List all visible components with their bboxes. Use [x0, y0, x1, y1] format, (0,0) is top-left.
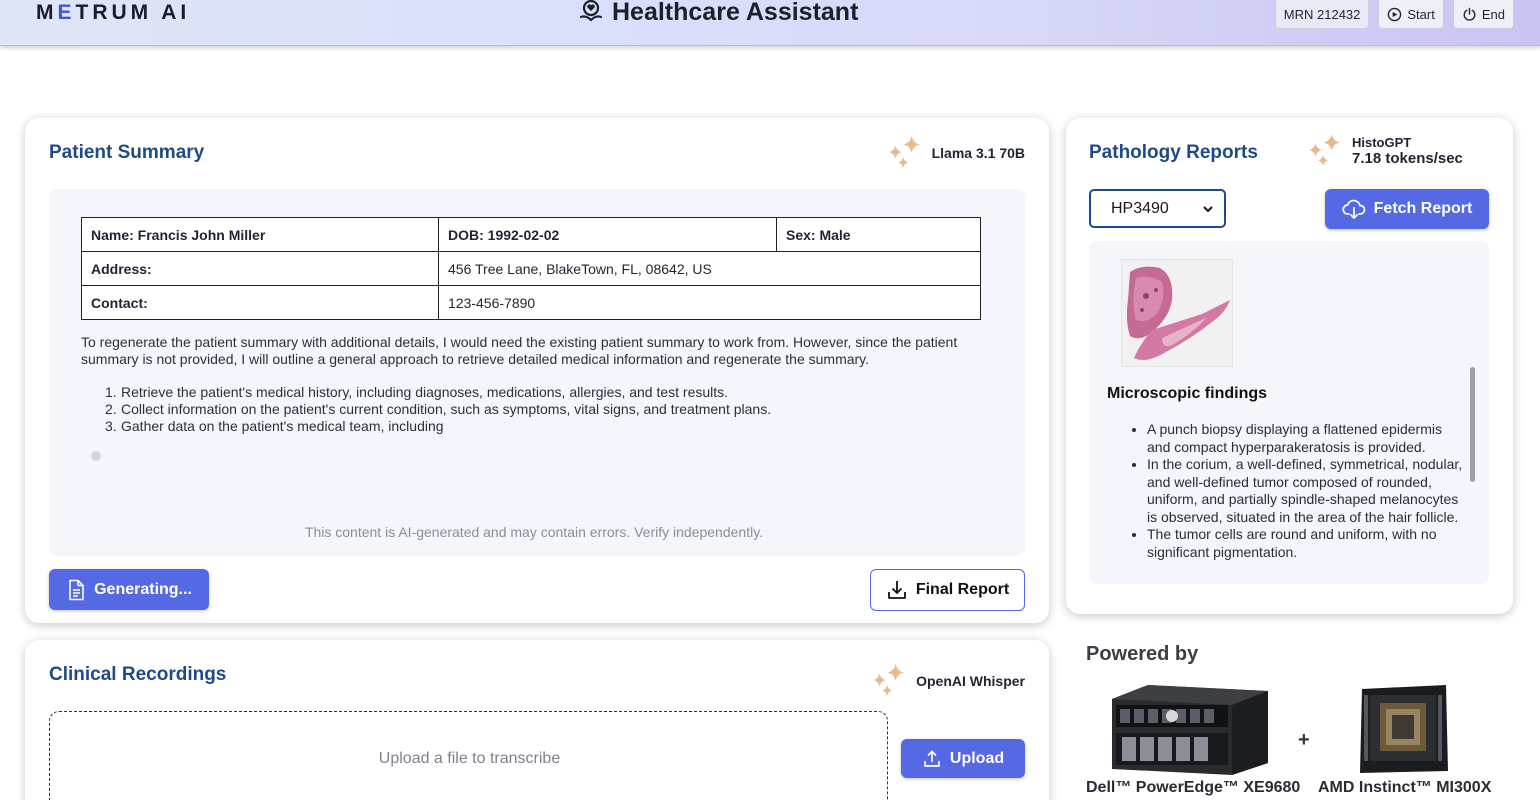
upload-label: Upload — [949, 749, 1005, 767]
power-icon — [1462, 7, 1477, 22]
fetch-report-button[interactable] — [1325, 189, 1489, 229]
upload-icon — [922, 749, 942, 769]
patient-sex-cell: Sex: Male — [777, 218, 981, 252]
pathology-model-name: HistoGPT — [1352, 135, 1412, 150]
final-report-button[interactable] — [870, 569, 1025, 611]
address-value-cell: 456 Tree Lane, BlakeTown, FL, 08642, US — [439, 252, 981, 286]
upload-button[interactable] — [901, 739, 1025, 778]
document-icon — [66, 579, 86, 601]
upload-placeholder: Upload a file to transcribe — [378, 750, 561, 767]
final-report-label: Final Report — [915, 581, 1010, 598]
end-label: End — [1481, 6, 1505, 22]
list-item: • A punch biopsy displaying a flattened epidermis and compact hyperparakeratosis is provided. — [1147, 421, 1469, 456]
list-item: • The tumor cells are round and uniform, with no significant pigmentation. — [1147, 526, 1469, 561]
mrn-badge: MRN 212432 — [1275, 0, 1370, 29]
play-circle-icon — [1387, 7, 1402, 22]
sparkle-icon — [886, 134, 924, 172]
start-button[interactable] — [1378, 0, 1443, 29]
plus-sign: + — [1298, 729, 1310, 751]
cloud-download-icon — [1342, 198, 1366, 220]
list-item: 1. Retrieve the patient's medical history, including diagnoses, medications, allergies, and test results. — [105, 384, 729, 400]
summary-paragraph: To regenerate the patient summary with additional details, I would need the existing patient summary to work from. However, since the patient summary is not provided, I will outline a general approach to retrieve detailed medical information and regenerate the summary. — [81, 334, 958, 367]
list-item: • In the corium, a well-defined, symmetrical, nodular, and well-defined tumor composed of rounded, uniform, and partially spindle-shaped melanocytes is observed, situated in the area of the hair follicle. — [1147, 456, 1469, 526]
sparkle-icon — [870, 662, 908, 700]
upload-dropzone[interactable] — [49, 711, 888, 800]
pathology-model-tag — [1306, 132, 1463, 170]
pathology-card — [1066, 118, 1513, 614]
typing-indicator — [91, 451, 101, 461]
generating-button[interactable] — [49, 569, 209, 610]
ai-disclaimer: This content is AI-generated and may contain errors. Verify independently. — [304, 524, 764, 540]
address-label-cell: Address: — [82, 252, 439, 286]
patient-model-tag — [886, 134, 1025, 172]
list-item: 2. Collect information on the patient's current condition, such as symptoms, vital signs, and treatment plans. — [105, 401, 772, 417]
patient-model-name: Llama 3.1 70B — [931, 145, 1025, 161]
app-title-text: Healthcare Assistant — [612, 0, 859, 26]
tokens-rate: 7.18 tokens/sec — [1352, 150, 1463, 167]
contact-label-cell: Contact: — [82, 286, 439, 320]
metrum-ai-logo: METRUM AI — [36, 1, 191, 24]
list-item: 3. Gather data on the patient's medical team, including — [105, 418, 444, 434]
patient-name-cell: Name: Francis John Miller — [82, 218, 439, 252]
patient-summary-title: Patient Summary — [49, 142, 205, 163]
heart-hand-icon — [578, 0, 604, 25]
report-scrollbar[interactable] — [1470, 367, 1475, 482]
amd-gpu-image — [1356, 681, 1452, 777]
patient-info-table — [81, 217, 981, 320]
download-icon — [886, 579, 908, 601]
generating-label: Generating... — [94, 580, 192, 598]
histology-slide-image — [1121, 259, 1233, 367]
dell-server-image — [1108, 683, 1270, 775]
app-title — [578, 0, 858, 27]
start-label: Start — [1407, 6, 1435, 22]
dell-server-label: Dell™ PowerEdge™ XE9680 — [1086, 779, 1301, 796]
patient-summary-card — [25, 118, 1049, 623]
summary-box — [49, 189, 1025, 556]
contact-value-cell: 123-456-7890 — [439, 286, 981, 320]
table-row — [82, 252, 981, 286]
powered-by-title: Powered by — [1086, 643, 1199, 665]
sparkle-icon — [1306, 132, 1344, 170]
app-header — [0, 0, 1540, 46]
patient-dob-cell: DOB: 1992-02-02 — [439, 218, 777, 252]
clinical-model-name: OpenAI Whisper — [916, 673, 1025, 689]
table-row — [82, 218, 981, 252]
fetch-report-label: Fetch Report — [1373, 200, 1473, 217]
clinical-title: Clinical Recordings — [49, 664, 227, 685]
summary-steps-list — [105, 384, 985, 435]
chevron-down-icon — [1202, 203, 1214, 215]
report-select[interactable] — [1089, 189, 1226, 228]
clinical-model-tag — [870, 662, 1025, 700]
findings-list — [1129, 421, 1469, 561]
end-button[interactable] — [1453, 0, 1514, 29]
clinical-recordings-card — [25, 640, 1049, 800]
table-row — [82, 286, 981, 320]
report-content — [1089, 241, 1489, 584]
report-select-value: HP3490 — [1111, 199, 1169, 217]
findings-title: Microscopic findings — [1107, 385, 1268, 402]
amd-gpu-label: AMD Instinct™ MI300X — [1318, 779, 1492, 796]
pathology-title: Pathology Reports — [1089, 142, 1258, 163]
